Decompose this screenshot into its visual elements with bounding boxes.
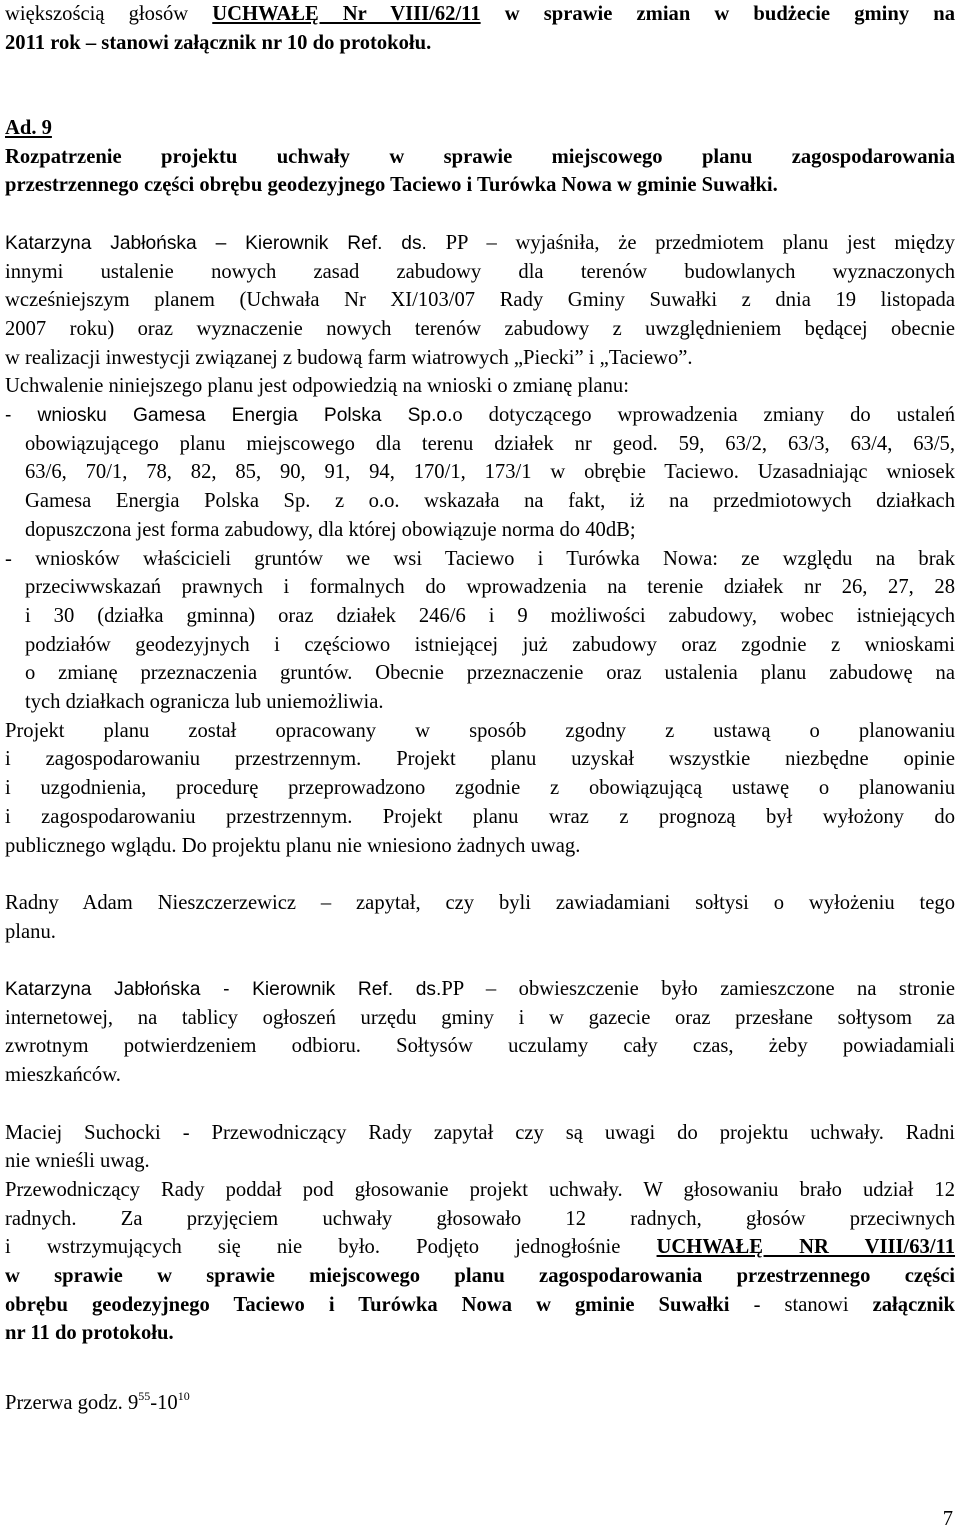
request-owners-line: tych działkach ogranicza lub uniemożliwia. (25, 691, 384, 713)
requests-intro: Uchwalenie niniejszego planu jest odpowiedzią na wnioski o zmianę planu: (5, 375, 629, 398)
statement-line: innymi ustalenie nowych zasad zabudowy dla terenów budowlanych wyznaczonych (5, 260, 955, 283)
request-gamesa-line: Gamesa Energia Polska Sp. z o.o. wskazała na fakt, iż na przedmiotowych działkach (25, 490, 955, 513)
request-owners-line: przeciwwskazań prawnych i formalnych do wprowadzenia na terenie działek nr 26, 27, 28 (25, 576, 955, 599)
answer-line-1: Katarzyna Jabłońska - Kierownik Ref. ds.PP – obwieszczenie było zamieszczone na stronie (5, 978, 955, 1000)
request-owners-line: o zmianę przeznaczenia gruntów. Obecnie przeznaczenie oraz ustalenia planu zabudowę na (25, 662, 955, 685)
agenda-item-number: Ad. 9 (5, 117, 52, 139)
question-line: Radny Adam Nieszczerzewicz – zapytał, czy byli zawiadamiani sołtysi o wyłożeniu tego (5, 891, 955, 914)
answer-line: mieszkańców. (5, 1064, 121, 1087)
request-gamesa-line-1: - wniosku Gamesa Energia Polska Sp.o.o dotyczącego wprowadzenia zmiany do ustaleń (5, 404, 955, 426)
resolution-62: UCHWAŁĘ Nr VIII/62/11 (212, 3, 481, 25)
project-line: i uzgodnienia, procedurę przeprowadzono zgodnie z obowiązującą ustawę o planowaniu (5, 777, 955, 800)
statement-line: w realizacji inwestycji związanej z budową farm wiatrowych „Piecki” i „Taciewo”. (5, 346, 693, 369)
break-time: Przerwa godz. $9^{55}-10^{10}$ (5, 1389, 190, 1414)
project-line: i zagospodarowaniu przestrzennym. Projekt planu uzyskał wszystkie niezbędne opinie (5, 748, 955, 771)
vote-line-5: obrębu geodezyjnego Taciewo i Turówka Nowa w gminie Suwałki - stanowi załącznik (5, 1293, 955, 1316)
vote-line-3: i wstrzymujących się nie było. Podjęto jednogłośnie UCHWAŁĘ NR VIII/63/11 (5, 1236, 956, 1259)
statement-line-1: Katarzyna Jabłońska – Kierownik Ref. ds. PP – wyjaśniła, że przedmiotem planu jest między (5, 231, 955, 254)
agenda-item-title-2: przestrzennego części obrębu geodezyjnego Taciewo i Turówka Nowa w gminie Suwałki. (5, 174, 778, 197)
answer-line: internetowej, na tablicy ogłoszeń urzędu gminy i w gazecie oraz przesłane sołtysom za (5, 1006, 955, 1029)
vote-line-6: nr 11 do protokołu. (5, 1322, 174, 1345)
request-gamesa-line: obowiązującego planu miejscowego dla terenu działek nr geod. 59, 63/2, 63/3, 63/4, 63/5, (25, 432, 955, 455)
speaker-jablonska: Katarzyna Jabłońska – Kierownik Ref. ds. (5, 232, 427, 254)
vote-line: Przewodniczący Rady poddał pod głosowanie projekt uchwały. W głosowaniu brało udział 12 (5, 1178, 955, 1201)
resolution-63: UCHWAŁĘ NR VIII/63/11 (656, 1236, 956, 1259)
request-gamesa-line: dopuszczona jest forma zabudowy, dla której obowiązuje norma do 40dB; (25, 518, 636, 541)
answer-line: zwrotnym potwierdzeniem odbioru. Sołtysów uczulamy cały czas, żeby powiadamiali (5, 1035, 955, 1058)
attachment-10: załącznik nr 10 do protokołu. (173, 31, 432, 54)
agenda-item-title-1: Rozpatrzenie projektu uchwały w sprawie miejscowego planu zagospodarowania (5, 145, 955, 168)
request-owners-line: - wniosków właścicieli gruntów we wsi Taciewo i Turówka Nowa: ze względu na brak (5, 547, 955, 570)
request-owners-line: i 30 (działka gminna) oraz działek 246/6 i 9 możliwości zabudowy, wobec istniejących (25, 604, 955, 627)
suchocki-line: nie wnieśli uwag. (5, 1150, 150, 1173)
question-line: planu. (5, 920, 56, 943)
project-line: Projekt planu został opracowany w sposób zgodny z ustawą o planowaniu (5, 719, 955, 742)
project-line: i zagospodarowaniu przestrzennym. Projekt planu wraz z prognozą był wyłożony do (5, 805, 955, 828)
page-number: 7 (942, 1508, 953, 1530)
request-gamesa-line: 63/6, 70/1, 78, 82, 85, 90, 91, 94, 170/1, 173/1 w obrębie Taciewo. Uzasadniając wniosek (25, 461, 955, 484)
project-line: publicznego wglądu. Do projektu planu nie wniesiono żadnych uwag. (5, 834, 581, 857)
vote-line-4: w sprawie w sprawie miejscowego planu zagospodarowania przestrzennego części (5, 1265, 955, 1287)
statement-line: 2007 roku) oraz wyznaczenie nowych terenów zabudowy z uwzględnieniem będącej obecnie (5, 317, 955, 340)
intro-line-2: 2011 rok – stanowi załącznik nr 10 do protokołu. (5, 31, 432, 54)
statement-line: wcześniejszym planem (Uchwała Nr XI/103/07 Rady Gminy Suwałki z dnia 19 listopada (5, 289, 955, 312)
request-owners-line: podziałów geodezyjnych i częściowo istniejącej już zabudowy oraz zgodnie z wnioskami (25, 633, 955, 656)
vote-line: radnych. Za przyjęciem uchwały głosowało 12 radnych, głosów przeciwnych (5, 1207, 955, 1230)
speaker-jablonska-answer: Katarzyna Jabłońska - Kierownik Ref. ds. (5, 979, 442, 1000)
suchocki-line: Maciej Suchocki - Przewodniczący Rady zapytał czy są uwagi do projektu uchwały. Radni (5, 1121, 955, 1144)
intro-line-1: większością głosów UCHWAŁĘ Nr VIII/62/11 w sprawie zmian w budżecie gminy na (5, 3, 955, 25)
